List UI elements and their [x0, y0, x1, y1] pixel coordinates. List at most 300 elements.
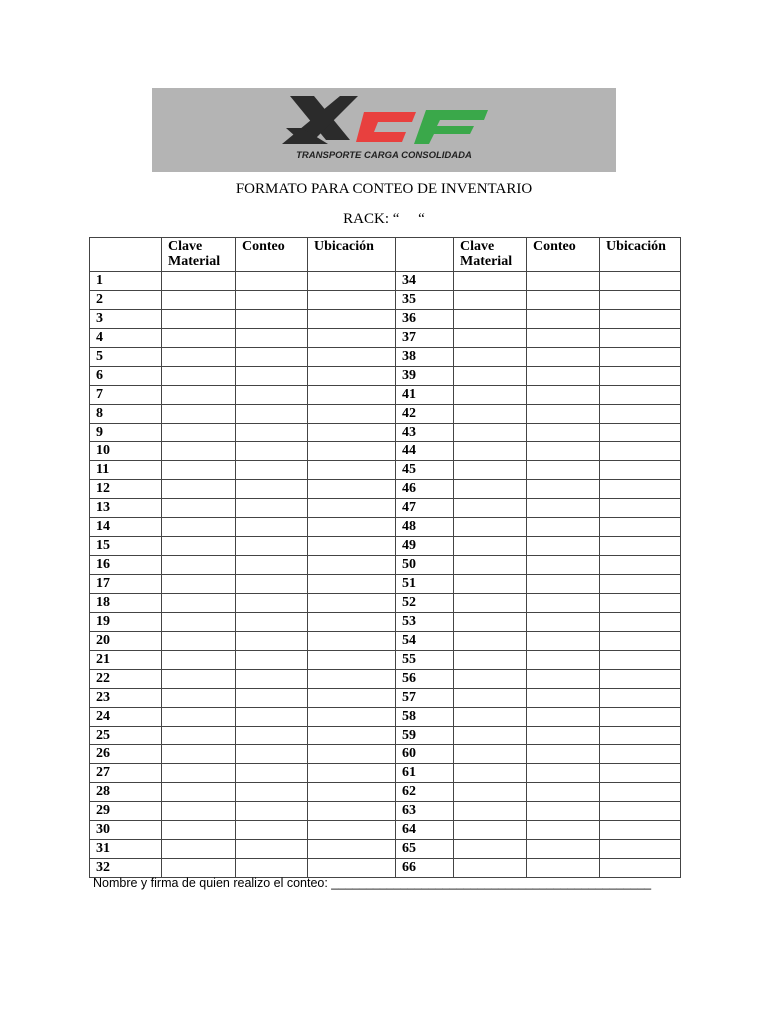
ubicacion-cell-left[interactable]: [308, 707, 396, 726]
ubicacion-cell-right[interactable]: [600, 461, 681, 480]
conteo-cell-right[interactable]: [527, 272, 600, 291]
conteo-cell-left[interactable]: [236, 840, 308, 859]
col-header-clave-material-right: Clave Material: [454, 238, 527, 272]
conteo-cell-left[interactable]: [236, 461, 308, 480]
ubicacion-cell-right[interactable]: [600, 593, 681, 612]
conteo-cell-left[interactable]: [236, 272, 308, 291]
row-number-left: 2: [90, 290, 162, 309]
clave-material-cell-left[interactable]: [162, 347, 236, 366]
row-number-right: 55: [396, 650, 454, 669]
row-number-right: 63: [396, 802, 454, 821]
row-number-left: 23: [90, 688, 162, 707]
table-row: [90, 328, 681, 347]
row-number-right: 45: [396, 461, 454, 480]
col-header-conteo-left: Conteo: [236, 238, 308, 272]
signature-line: Nombre y firma de quien realizo el conteo: ______________________________________________: [93, 876, 652, 890]
row-number-left: 29: [90, 802, 162, 821]
clave-material-cell-right[interactable]: [454, 593, 527, 612]
col-header-ubicacion-right: Ubicación: [600, 238, 681, 272]
row-number-right: 54: [396, 631, 454, 650]
conteo-cell-left[interactable]: [236, 518, 308, 537]
clave-material-cell-left[interactable]: [162, 518, 236, 537]
ubicacion-cell-left[interactable]: [308, 688, 396, 707]
conteo-cell-left[interactable]: [236, 575, 308, 594]
row-number-right: 42: [396, 404, 454, 423]
conteo-cell-right[interactable]: [527, 366, 600, 385]
clave-material-cell-left[interactable]: [162, 480, 236, 499]
ubicacion-cell-right[interactable]: [600, 328, 681, 347]
clave-material-cell-right[interactable]: [454, 669, 527, 688]
table-row: [90, 480, 681, 499]
clave-material-cell-left[interactable]: [162, 764, 236, 783]
conteo-cell-right[interactable]: [527, 442, 600, 461]
conteo-cell-left[interactable]: [236, 612, 308, 631]
table-row: [90, 575, 681, 594]
row-number-right: 60: [396, 745, 454, 764]
table-row: [90, 688, 681, 707]
conteo-cell-left[interactable]: [236, 556, 308, 575]
ubicacion-cell-right[interactable]: [600, 859, 681, 878]
conteo-cell-left[interactable]: [236, 480, 308, 499]
clave-material-cell-right[interactable]: [454, 840, 527, 859]
conteo-cell-left[interactable]: [236, 802, 308, 821]
clave-material-cell-left[interactable]: [162, 745, 236, 764]
ubicacion-cell-left[interactable]: [308, 631, 396, 650]
conteo-cell-right[interactable]: [527, 859, 600, 878]
clave-material-cell-left[interactable]: [162, 650, 236, 669]
conteo-cell-right[interactable]: [527, 461, 600, 480]
row-number-left: 10: [90, 442, 162, 461]
clave-material-cell-right[interactable]: [454, 480, 527, 499]
row-number-left: 14: [90, 518, 162, 537]
conteo-cell-right[interactable]: [527, 631, 600, 650]
ubicacion-cell-left[interactable]: [308, 840, 396, 859]
conteo-cell-left[interactable]: [236, 745, 308, 764]
conteo-cell-left[interactable]: [236, 499, 308, 518]
conteo-cell-left[interactable]: [236, 631, 308, 650]
row-number-right: 57: [396, 688, 454, 707]
clave-material-cell-left[interactable]: [162, 499, 236, 518]
conteo-cell-right[interactable]: [527, 612, 600, 631]
row-number-right: 65: [396, 840, 454, 859]
conteo-cell-left[interactable]: [236, 290, 308, 309]
table-row: [90, 309, 681, 328]
ubicacion-cell-left[interactable]: [308, 556, 396, 575]
clave-material-cell-right[interactable]: [454, 650, 527, 669]
row-number-right: 53: [396, 612, 454, 631]
conteo-cell-right[interactable]: [527, 821, 600, 840]
clave-material-cell-right[interactable]: [454, 802, 527, 821]
ubicacion-cell-left[interactable]: [308, 537, 396, 556]
table-row: [90, 631, 681, 650]
table-row: [90, 840, 681, 859]
conteo-cell-right[interactable]: [527, 537, 600, 556]
ubicacion-cell-right[interactable]: [600, 556, 681, 575]
ubicacion-cell-right[interactable]: [600, 518, 681, 537]
row-number-right: 49: [396, 537, 454, 556]
conteo-cell-right[interactable]: [527, 802, 600, 821]
row-number-left: 13: [90, 499, 162, 518]
ubicacion-cell-left[interactable]: [308, 575, 396, 594]
ubicacion-cell-right[interactable]: [600, 366, 681, 385]
clave-material-cell-left[interactable]: [162, 575, 236, 594]
table-row: [90, 366, 681, 385]
conteo-cell-right[interactable]: [527, 290, 600, 309]
ubicacion-cell-right[interactable]: [600, 290, 681, 309]
conteo-cell-right[interactable]: [527, 404, 600, 423]
ubicacion-cell-right[interactable]: [600, 385, 681, 404]
row-number-left: 32: [90, 859, 162, 878]
conteo-cell-right[interactable]: [527, 764, 600, 783]
row-number-left: 31: [90, 840, 162, 859]
clave-material-cell-right[interactable]: [454, 290, 527, 309]
clave-material-cell-left[interactable]: [162, 840, 236, 859]
conteo-cell-left[interactable]: [236, 764, 308, 783]
col-header-ubicacion-left: Ubicación: [308, 238, 396, 272]
conteo-cell-left[interactable]: [236, 821, 308, 840]
row-number-left: 19: [90, 612, 162, 631]
conteo-cell-left[interactable]: [236, 859, 308, 878]
ubicacion-cell-left[interactable]: [308, 480, 396, 499]
row-number-left: 24: [90, 707, 162, 726]
table-row: [90, 821, 681, 840]
clave-material-cell-right[interactable]: [454, 612, 527, 631]
clave-material-cell-right[interactable]: [454, 518, 527, 537]
xcf-logo: [152, 88, 616, 172]
conteo-cell-right[interactable]: [527, 707, 600, 726]
ubicacion-cell-right[interactable]: [600, 347, 681, 366]
ubicacion-cell-right[interactable]: [600, 423, 681, 442]
ubicacion-cell-right[interactable]: [600, 631, 681, 650]
clave-material-cell-right[interactable]: [454, 328, 527, 347]
clave-material-cell-left[interactable]: [162, 669, 236, 688]
clave-material-cell-left[interactable]: [162, 556, 236, 575]
conteo-cell-right[interactable]: [527, 745, 600, 764]
ubicacion-cell-left[interactable]: [308, 442, 396, 461]
row-number-right: 37: [396, 328, 454, 347]
ubicacion-cell-right[interactable]: [600, 272, 681, 291]
table-row: [90, 745, 681, 764]
table-row: [90, 385, 681, 404]
conteo-cell-right[interactable]: [527, 423, 600, 442]
clave-material-cell-right[interactable]: [454, 688, 527, 707]
clave-material-cell-right[interactable]: [454, 272, 527, 291]
ubicacion-cell-left[interactable]: [308, 347, 396, 366]
row-number-left: 22: [90, 669, 162, 688]
ubicacion-cell-left[interactable]: [308, 650, 396, 669]
row-number-left: 15: [90, 537, 162, 556]
logo-tagline: TRANSPORTE CARGA CONSOLIDADA: [296, 150, 472, 161]
table-row: [90, 669, 681, 688]
conteo-cell-left[interactable]: [236, 593, 308, 612]
row-number-left: 17: [90, 575, 162, 594]
clave-material-cell-right[interactable]: [454, 575, 527, 594]
company-logo-banner: [152, 88, 616, 172]
clave-material-cell-right[interactable]: [454, 726, 527, 745]
ubicacion-cell-right[interactable]: [600, 840, 681, 859]
conteo-cell-left[interactable]: [236, 707, 308, 726]
ubicacion-cell-right[interactable]: [600, 499, 681, 518]
ubicacion-cell-right[interactable]: [600, 650, 681, 669]
ubicacion-cell-right[interactable]: [600, 669, 681, 688]
conteo-cell-right[interactable]: [527, 688, 600, 707]
ubicacion-cell-right[interactable]: [600, 783, 681, 802]
clave-material-cell-left[interactable]: [162, 404, 236, 423]
clave-material-cell-left[interactable]: [162, 385, 236, 404]
ubicacion-cell-left[interactable]: [308, 272, 396, 291]
conteo-cell-left[interactable]: [236, 726, 308, 745]
ubicacion-cell-right[interactable]: [600, 745, 681, 764]
ubicacion-cell-right[interactable]: [600, 404, 681, 423]
clave-material-cell-right[interactable]: [454, 499, 527, 518]
row-number-right: 62: [396, 783, 454, 802]
table-body: [90, 272, 681, 878]
table-row: [90, 442, 681, 461]
clave-material-cell-right[interactable]: [454, 423, 527, 442]
table-row: [90, 707, 681, 726]
conteo-cell-right[interactable]: [527, 650, 600, 669]
clave-material-cell-right[interactable]: [454, 442, 527, 461]
row-number-left: 3: [90, 309, 162, 328]
ubicacion-cell-left[interactable]: [308, 764, 396, 783]
table-row: [90, 859, 681, 878]
ubicacion-cell-left[interactable]: [308, 499, 396, 518]
col-header-number-left: [90, 238, 162, 272]
conteo-cell-left[interactable]: [236, 442, 308, 461]
table-row: [90, 518, 681, 537]
ubicacion-cell-left[interactable]: [308, 518, 396, 537]
row-number-left: 9: [90, 423, 162, 442]
clave-material-cell-right[interactable]: [454, 347, 527, 366]
ubicacion-cell-right[interactable]: [600, 480, 681, 499]
rack-field: RACK: “ “: [343, 211, 425, 227]
ubicacion-cell-left[interactable]: [308, 309, 396, 328]
row-number-right: 48: [396, 518, 454, 537]
row-number-right: 44: [396, 442, 454, 461]
clave-material-cell-right[interactable]: [454, 404, 527, 423]
ubicacion-cell-left[interactable]: [308, 366, 396, 385]
ubicacion-cell-left[interactable]: [308, 404, 396, 423]
clave-material-cell-left[interactable]: [162, 442, 236, 461]
clave-material-cell-left[interactable]: [162, 366, 236, 385]
clave-material-cell-left[interactable]: [162, 707, 236, 726]
clave-material-cell-left[interactable]: [162, 612, 236, 631]
table-row: [90, 423, 681, 442]
clave-material-cell-right[interactable]: [454, 309, 527, 328]
clave-material-cell-right[interactable]: [454, 764, 527, 783]
conteo-cell-right[interactable]: [527, 347, 600, 366]
clave-material-cell-left[interactable]: [162, 328, 236, 347]
clave-material-cell-right[interactable]: [454, 783, 527, 802]
conteo-cell-left[interactable]: [236, 328, 308, 347]
table-header-row: [90, 238, 681, 272]
ubicacion-cell-right[interactable]: [600, 707, 681, 726]
ubicacion-cell-left[interactable]: [308, 328, 396, 347]
row-number-right: 46: [396, 480, 454, 499]
row-number-right: 66: [396, 859, 454, 878]
ubicacion-cell-right[interactable]: [600, 802, 681, 821]
clave-material-cell-right[interactable]: [454, 385, 527, 404]
conteo-cell-left[interactable]: [236, 650, 308, 669]
clave-material-cell-left[interactable]: [162, 461, 236, 480]
row-number-right: 41: [396, 385, 454, 404]
clave-material-cell-right[interactable]: [454, 366, 527, 385]
conteo-cell-left[interactable]: [236, 423, 308, 442]
clave-material-cell-right[interactable]: [454, 631, 527, 650]
table-row: [90, 272, 681, 291]
conteo-cell-left[interactable]: [236, 688, 308, 707]
clave-material-cell-left[interactable]: [162, 272, 236, 291]
clave-material-cell-left[interactable]: [162, 726, 236, 745]
row-number-right: 61: [396, 764, 454, 783]
table-row: [90, 499, 681, 518]
table-row: [90, 461, 681, 480]
ubicacion-cell-right[interactable]: [600, 726, 681, 745]
table-row: [90, 726, 681, 745]
ubicacion-cell-right[interactable]: [600, 821, 681, 840]
clave-material-cell-left[interactable]: [162, 802, 236, 821]
col-header-clave-material-left: Clave Material: [162, 238, 236, 272]
conteo-cell-right[interactable]: [527, 518, 600, 537]
table-row: [90, 783, 681, 802]
conteo-cell-left[interactable]: [236, 347, 308, 366]
row-number-right: 47: [396, 499, 454, 518]
table-row: [90, 612, 681, 631]
conteo-cell-right[interactable]: [527, 499, 600, 518]
clave-material-cell-left[interactable]: [162, 423, 236, 442]
row-number-right: 35: [396, 290, 454, 309]
ubicacion-cell-left[interactable]: [308, 745, 396, 764]
conteo-cell-left[interactable]: [236, 537, 308, 556]
row-number-right: 59: [396, 726, 454, 745]
table-row: [90, 764, 681, 783]
row-number-left: 26: [90, 745, 162, 764]
conteo-cell-left[interactable]: [236, 669, 308, 688]
clave-material-cell-right[interactable]: [454, 821, 527, 840]
conteo-cell-right[interactable]: [527, 783, 600, 802]
ubicacion-cell-left[interactable]: [308, 461, 396, 480]
row-number-right: 64: [396, 821, 454, 840]
row-number-left: 11: [90, 461, 162, 480]
conteo-cell-right[interactable]: [527, 385, 600, 404]
table-row: [90, 404, 681, 423]
document-title: FORMATO PARA CONTEO DE INVENTARIO: [235, 181, 533, 197]
logo-letter-f: [414, 110, 488, 144]
clave-material-cell-left[interactable]: [162, 821, 236, 840]
row-number-left: 8: [90, 404, 162, 423]
clave-material-cell-left[interactable]: [162, 537, 236, 556]
table-row: [90, 593, 681, 612]
row-number-left: 4: [90, 328, 162, 347]
ubicacion-cell-left[interactable]: [308, 290, 396, 309]
clave-material-cell-left[interactable]: [162, 593, 236, 612]
conteo-cell-left[interactable]: [236, 385, 308, 404]
clave-material-cell-left[interactable]: [162, 631, 236, 650]
table-row: [90, 556, 681, 575]
table-row: [90, 290, 681, 309]
ubicacion-cell-right[interactable]: [600, 442, 681, 461]
conteo-cell-left[interactable]: [236, 404, 308, 423]
clave-material-cell-right[interactable]: [454, 461, 527, 480]
row-number-left: 28: [90, 783, 162, 802]
ubicacion-cell-left[interactable]: [308, 726, 396, 745]
ubicacion-cell-left[interactable]: [308, 821, 396, 840]
row-number-left: 7: [90, 385, 162, 404]
conteo-cell-right[interactable]: [527, 309, 600, 328]
row-number-right: 51: [396, 575, 454, 594]
row-number-left: 1: [90, 272, 162, 291]
clave-material-cell-right[interactable]: [454, 745, 527, 764]
conteo-cell-right[interactable]: [527, 593, 600, 612]
ubicacion-cell-right[interactable]: [600, 575, 681, 594]
row-number-left: 27: [90, 764, 162, 783]
clave-material-cell-right[interactable]: [454, 556, 527, 575]
col-header-number-right: [396, 238, 454, 272]
table-row: [90, 537, 681, 556]
conteo-cell-right[interactable]: [527, 840, 600, 859]
ubicacion-cell-left[interactable]: [308, 423, 396, 442]
row-number-right: 52: [396, 593, 454, 612]
row-number-left: 12: [90, 480, 162, 499]
row-number-right: 39: [396, 366, 454, 385]
ubicacion-cell-left[interactable]: [308, 669, 396, 688]
conteo-cell-left[interactable]: [236, 366, 308, 385]
row-number-left: 25: [90, 726, 162, 745]
conteo-cell-left[interactable]: [236, 309, 308, 328]
ubicacion-cell-right[interactable]: [600, 688, 681, 707]
ubicacion-cell-left[interactable]: [308, 612, 396, 631]
clave-material-cell-left[interactable]: [162, 859, 236, 878]
clave-material-cell-left[interactable]: [162, 290, 236, 309]
ubicacion-cell-left[interactable]: [308, 859, 396, 878]
ubicacion-cell-right[interactable]: [600, 309, 681, 328]
logo-letter-c: [356, 112, 416, 142]
conteo-cell-right[interactable]: [527, 575, 600, 594]
row-number-left: 30: [90, 821, 162, 840]
conteo-cell-right[interactable]: [527, 726, 600, 745]
logo-letter-x: [282, 96, 358, 144]
conteo-cell-right[interactable]: [527, 669, 600, 688]
clave-material-cell-right[interactable]: [454, 707, 527, 726]
ubicacion-cell-left[interactable]: [308, 783, 396, 802]
clave-material-cell-right[interactable]: [454, 537, 527, 556]
ubicacion-cell-right[interactable]: [600, 612, 681, 631]
ubicacion-cell-right[interactable]: [600, 537, 681, 556]
table-row: [90, 802, 681, 821]
ubicacion-cell-right[interactable]: [600, 764, 681, 783]
row-number-right: 43: [396, 423, 454, 442]
row-number-left: 16: [90, 556, 162, 575]
clave-material-cell-left[interactable]: [162, 688, 236, 707]
clave-material-cell-left[interactable]: [162, 783, 236, 802]
clave-material-cell-left[interactable]: [162, 309, 236, 328]
conteo-cell-right[interactable]: [527, 480, 600, 499]
conteo-cell-left[interactable]: [236, 783, 308, 802]
clave-material-cell-right[interactable]: [454, 859, 527, 878]
conteo-cell-right[interactable]: [527, 556, 600, 575]
conteo-cell-right[interactable]: [527, 328, 600, 347]
row-number-right: 50: [396, 556, 454, 575]
row-number-left: 21: [90, 650, 162, 669]
table-row: [90, 347, 681, 366]
col-header-conteo-right: Conteo: [527, 238, 600, 272]
ubicacion-cell-left[interactable]: [308, 802, 396, 821]
ubicacion-cell-left[interactable]: [308, 385, 396, 404]
row-number-left: 5: [90, 347, 162, 366]
row-number-left: 18: [90, 593, 162, 612]
ubicacion-cell-left[interactable]: [308, 593, 396, 612]
table-row: [90, 650, 681, 669]
